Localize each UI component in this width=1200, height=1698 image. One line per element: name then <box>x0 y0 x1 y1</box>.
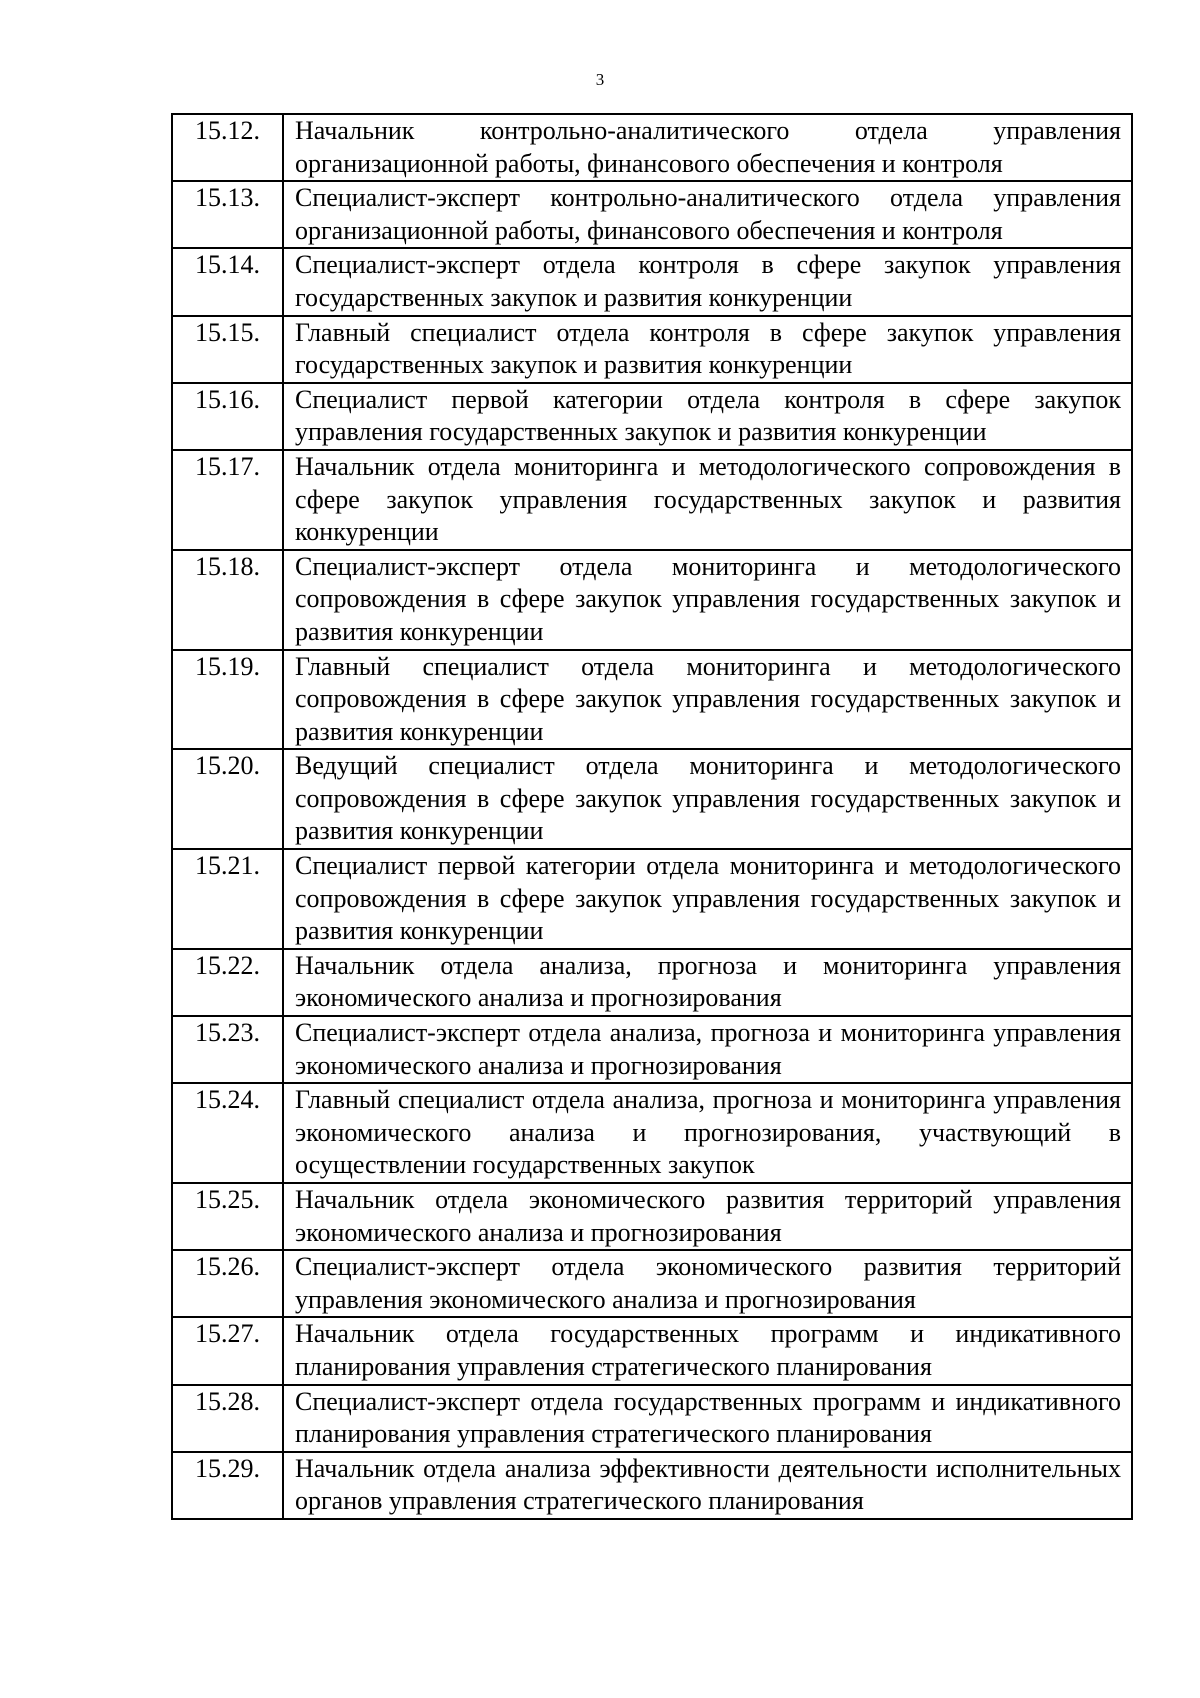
position-title: Специалист-эксперт отдела экономического развития территорий управления экономического анализа и прогнозирования <box>283 1250 1132 1317</box>
table-row <box>172 949 1132 1016</box>
position-title: Главный специалист отдела анализа, прогноза и мониторинга управления экономического анализа и прогнозирования, участвующий в осуществлении государственных закупок <box>283 1083 1132 1183</box>
row-number: 15.17. <box>172 450 283 550</box>
row-number: 15.26. <box>172 1250 283 1317</box>
row-number: 15.12. <box>172 114 283 181</box>
table-row <box>172 181 1132 248</box>
position-title: Специалист-эксперт отдела контроля в сфере закупок управления государственных закупок и развития конкуренции <box>283 248 1132 315</box>
row-number: 15.13. <box>172 181 283 248</box>
table-row <box>172 248 1132 315</box>
table-row <box>172 316 1132 383</box>
row-number: 15.22. <box>172 949 283 1016</box>
position-title: Ведущий специалист отдела мониторинга и методологического сопровождения в сфере закупок управления государственных закупок и развития конкуренции <box>283 749 1132 849</box>
position-title: Специалист-эксперт отдела государственных программ и индикативного планирования управления стратегического планирования <box>283 1385 1132 1452</box>
position-title: Начальник отдела анализа эффективности деятельности исполнительных органов управления стратегического планирования <box>283 1452 1132 1519</box>
table-row <box>172 1016 1132 1083</box>
position-title: Специалист первой категории отдела мониторинга и методологического сопровождения в сфере закупок управления государственных закупок и развития конкуренции <box>283 849 1132 949</box>
table-row <box>172 650 1132 750</box>
row-number: 15.14. <box>172 248 283 315</box>
position-title: Начальник отдела экономического развития территорий управления экономического анализа и прогнозирования <box>283 1183 1132 1250</box>
row-number: 15.15. <box>172 316 283 383</box>
row-number: 15.25. <box>172 1183 283 1250</box>
position-title: Начальник отдела государственных программ и индикативного планирования управления стратегического планирования <box>283 1317 1132 1384</box>
row-number: 15.24. <box>172 1083 283 1183</box>
table-row <box>172 1317 1132 1384</box>
positions-table <box>171 113 1133 1520</box>
position-title: Специалист-эксперт отдела анализа, прогноза и мониторинга управления экономического анализа и прогнозирования <box>283 1016 1132 1083</box>
row-number: 15.27. <box>172 1317 283 1384</box>
row-number: 15.19. <box>172 650 283 750</box>
position-title: Специалист-эксперт отдела мониторинга и методологического сопровождения в сфере закупок управления государственных закупок и развития конкуренции <box>283 550 1132 650</box>
table-row <box>172 1083 1132 1183</box>
position-title: Начальник отдела мониторинга и методологического сопровождения в сфере закупок управления государственных закупок и развития конкуренции <box>283 450 1132 550</box>
position-title: Начальник отдела анализа, прогноза и мониторинга управления экономического анализа и прогнозирования <box>283 949 1132 1016</box>
table-row <box>172 849 1132 949</box>
table-row <box>172 550 1132 650</box>
position-title: Специалист-эксперт контрольно-аналитического отдела управления организационной работы, финансового обеспечения и контроля <box>283 181 1132 248</box>
table-row <box>172 383 1132 450</box>
page-number: 3 <box>595 70 605 89</box>
table-row <box>172 1385 1132 1452</box>
row-number: 15.21. <box>172 849 283 949</box>
table-row <box>172 1250 1132 1317</box>
table-row <box>172 450 1132 550</box>
row-number: 15.20. <box>172 749 283 849</box>
table-row <box>172 749 1132 849</box>
row-number: 15.16. <box>172 383 283 450</box>
table-row <box>172 1183 1132 1250</box>
position-title: Специалист первой категории отдела контроля в сфере закупок управления государственных закупок и развития конкуренции <box>283 383 1132 450</box>
row-number: 15.28. <box>172 1385 283 1452</box>
table-row <box>172 1452 1132 1519</box>
table-row <box>172 114 1132 181</box>
row-number: 15.23. <box>172 1016 283 1083</box>
position-title: Главный специалист отдела мониторинга и методологического сопровождения в сфере закупок управления государственных закупок и развития конкуренции <box>283 650 1132 750</box>
row-number: 15.18. <box>172 550 283 650</box>
row-number: 15.29. <box>172 1452 283 1519</box>
position-title: Начальник контрольно-аналитического отдела управления организационной работы, финансового обеспечения и контроля <box>283 114 1132 181</box>
position-title: Главный специалист отдела контроля в сфере закупок управления государственных закупок и развития конкуренции <box>283 316 1132 383</box>
